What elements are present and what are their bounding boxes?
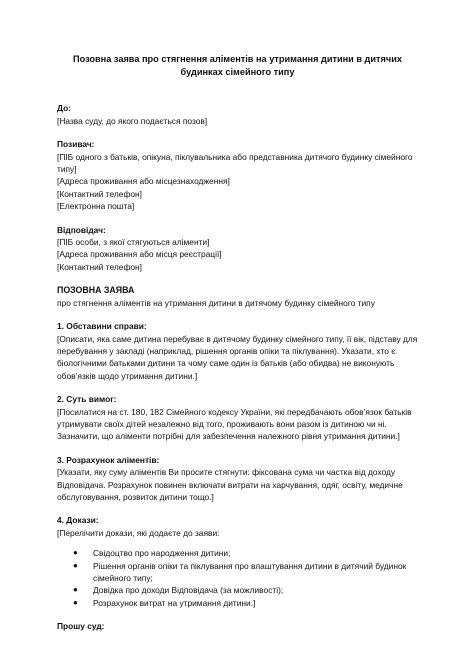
list-item-text: Розрахунок витрат на утримання дитини.]: [93, 597, 256, 608]
evidence-intro: [Перелічити докази, які додаєте до заяви:: [57, 527, 220, 538]
section-evidence: [57, 514, 418, 609]
plaintiff-email-placeholder: [Електронна пошта]: [57, 201, 135, 212]
defendant-phone-placeholder: [Контактний телефон]: [57, 261, 142, 272]
section-heading: 3. Розрахунок аліментів:: [57, 454, 160, 465]
claim-subheading: про стягнення аліментів на утримання дитини в дитячому будинку сімейного типу: [57, 297, 375, 308]
bullet-icon: ●: [73, 597, 78, 607]
list-item-text: Свідоцтво про народження дитини;: [93, 548, 231, 559]
court-name-placeholder: [Назва суду, до якого подається позов]: [57, 115, 208, 126]
defendant-block: [57, 224, 418, 274]
section-text: [Указати, яку суму аліментів Ви просите стягнути: фіксована сума чи частка від доходу Відповідача. Розрахунок повинен включати витрати на харчування, одяг, освіту, медичне обслуговування, розвиток дитини тощо.]: [57, 467, 403, 502]
document-title: Позовна заява про стягнення аліментів на утримання дитини в дитячих будинках сімейного типу: [72, 54, 402, 78]
list-item: [73, 547, 418, 559]
section-heading: 1. Обставини справи:: [57, 321, 147, 332]
plaintiff-name-placeholder: [ПІБ одного з батьків, опікуна, піклувальника або представника дитячого будинку сімейного типу]: [57, 151, 413, 175]
plaintiff-block: [57, 138, 418, 212]
to-heading: До:: [57, 103, 71, 114]
bullet-icon: ●: [73, 560, 78, 570]
plaintiff-heading: Позивач:: [57, 139, 95, 150]
list-item-text: Довідка про доходи Відповідача (за можливості);: [93, 585, 284, 596]
evidence-heading: 4. Докази:: [57, 515, 99, 526]
bullet-icon: ●: [73, 548, 78, 558]
request-block: [57, 620, 418, 632]
claim-block: [57, 284, 418, 309]
request-heading: Прошу суд:: [57, 621, 105, 632]
plaintiff-address-placeholder: [Адреса проживання або місцезнаходження]: [57, 176, 230, 187]
section-heading: 2. Суть вимог:: [57, 394, 117, 405]
plaintiff-phone-placeholder: [Контактний телефон]: [57, 188, 142, 199]
list-item-text: Рішення органів опіки та піклування про влаштування дитини в дитячий будинок сімейного типу;: [93, 560, 407, 583]
section-calculation: [57, 454, 418, 504]
defendant-heading: Відповідач:: [57, 224, 106, 235]
defendant-name-placeholder: [ПІБ особи, з якої стягуються аліменти]: [57, 237, 210, 248]
section-text: [Посилатися на ст. 180, 182 Сімейного кодексу України, які передбачають обов’язок батьків утримувати своїх дітей незалежно від того, проживають вони разом із дитиною чи ні. Зазначити, що аліменти потрібні для забезпечення належного рівня утримання дитини.]: [57, 406, 412, 442]
evidence-list: [57, 547, 418, 609]
list-item: [73, 560, 418, 585]
section-claims: [57, 393, 418, 443]
court-block: [57, 102, 418, 127]
bullet-icon: ●: [73, 585, 78, 595]
list-item: [73, 597, 418, 609]
section-circumstances: [57, 320, 418, 382]
list-item: [73, 584, 418, 596]
claim-heading: ПОЗОВНА ЗАЯВА: [57, 285, 135, 296]
section-text: [Описати, яка саме дитина перебуває в дитячому будинку сімейного типу, її вік, підставу для перебування у закладі (наприклад, рішення органів опіки та піклування). Указати, хто є біологічними батьками дитини та чому саме один із батьків (або обидва) не виконують обов’язків щодо утримання дитини.]: [57, 333, 418, 381]
defendant-address-placeholder: [Адреса проживання або місця реєстрації]: [57, 249, 222, 260]
